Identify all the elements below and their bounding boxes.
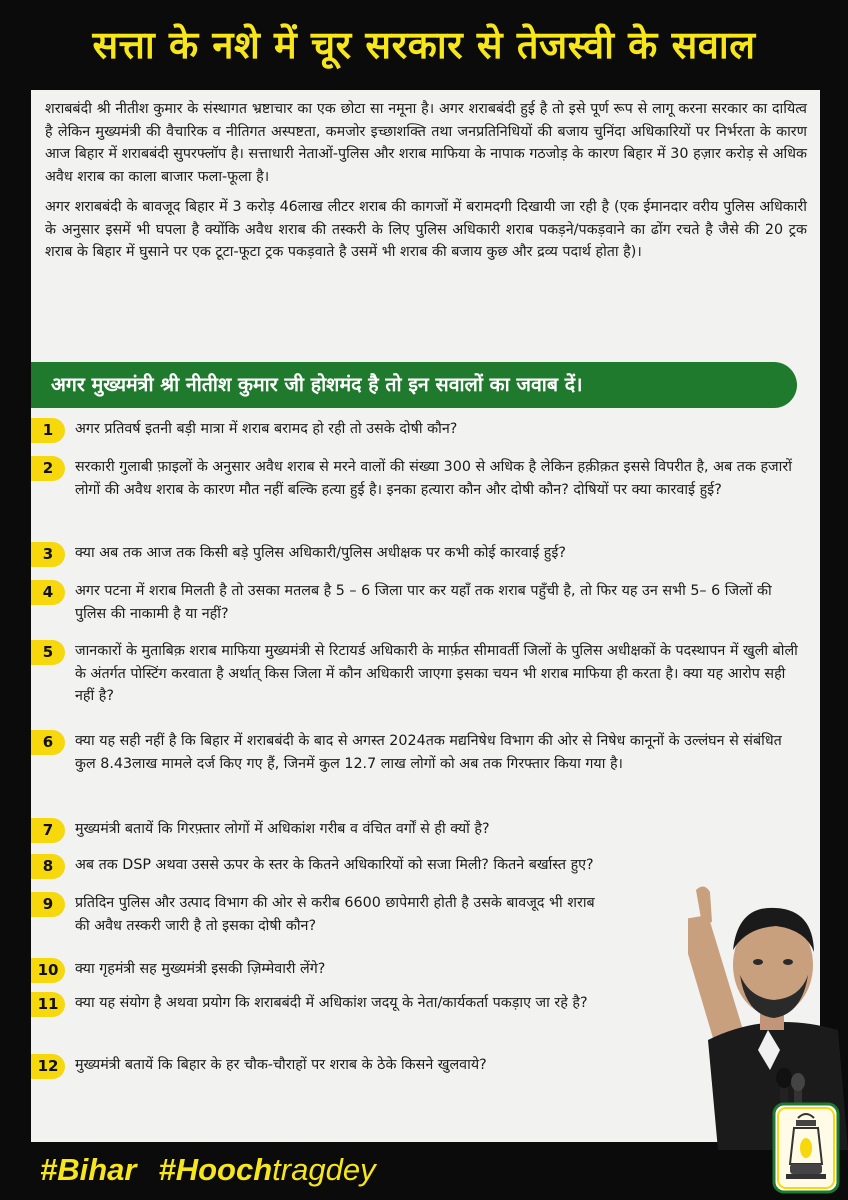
hashtag-tragdey[interactable]: tragdey xyxy=(272,1152,376,1187)
question-text: क्या गृहमंत्री सह मुख्यमंत्री इसकी ज़िम्मेवारी लेंगे? xyxy=(75,961,326,977)
question-number-badge: 11 xyxy=(31,992,65,1017)
hashtag-hooch[interactable]: #Hooch xyxy=(158,1152,273,1187)
party-logo xyxy=(772,1102,840,1194)
question-item xyxy=(31,418,811,444)
question-item xyxy=(31,456,811,526)
intro-paragraph-1: शराबबंदी श्री नीतीश कुमार के संस्थागत भ्रष्टाचार का एक छोटा सा नमूना है। अगर शराबबंदी हुई है तो इसे पूर्ण रूप से लागू करना सरकार का दायित्व है लेकिन मुख्यमंत्री की वैचारिक व नीतिगत अस्पष्टता, कमजोर इच्छाशक्ति तथा जनप्रतिनिधियों की बजाय चुनिंदा अधिकारियों पर निर्भरता के कारण आज बिहार में शराबबंदी सुपरफ्लॉप है। सत्ताधारी नेताओं-पुलिस और शराब माफिया के नापाक गठजोड़ के कारण बिहार में 30 हज़ार करोड़ से अधिक अवैध शराब का काला बाजार फला-फूला है। xyxy=(45,101,807,185)
question-text: मुख्यमंत्री बतायें कि गिरफ़्तार लोगों में अधिकांश गरीब व वंचित वर्गों से ही क्यों है? xyxy=(75,821,490,837)
page-title: सत्ता के नशे में चूर सरकार से तेजस्वी के सवाल xyxy=(92,23,756,67)
question-text: क्या अब तक आज तक किसी बड़े पुलिस अधिकारी/पुलिस अधीक्षक पर कभी कोई कारवाई हुई? xyxy=(75,545,566,561)
question-text: क्या यह सही नहीं है कि बिहार में शराबबंदी के बाद से अगस्त 2024तक मद्यनिषेध विभाग की ओर से निषेध कानूनों के उल्लंघन से संबंधित कुल 8.43लाख मामले दर्ज किए गए हैं, जिनमें कुल 12.7 लाख लोगों को अब तक गिरफ्तार किया गया है। xyxy=(75,733,782,772)
intro-paragraph-2: अगर शराबबंदी के बावजूद बिहार में 3 करोड़ 46लाख लीटर शराब की कागजों में बरामदगी दिखायी जा रही है (एक ईमानदार वरीय पुलिस अधिकारी के अनुसार इसमें भी घपला है क्योंकि अवैध शराब की तस्करी के लिए पुलिस अधिकारी शराब पकड़ने/पकड़वाने का ढोंग रचते है जैसे की 20 ट्रक शराब के बिहार में घुसाने पर एक टूटा-फूटा ट्रक पकड़वाते है उसमें भी शराब की बजाय कुछ और द्रव्य पदार्थ होता है)। xyxy=(45,199,807,260)
question-text: क्या यह संयोग है अथवा प्रयोग कि शराबबंदी में अधिकांश जदयू के नेता/कार्यकर्ता पकड़ाए जा रहे है? xyxy=(75,995,588,1011)
question-text: जानकारों के मुताबिक़ शराब माफिया मुख्यमंत्री से रिटायर्ड अधिकारी के मार्फ़त सीमावर्ती जिलों के पुलिस अधीक्षकों के पदस्थापन में खुली बोली के अंतर्गत पोस्टिंग करवाता है अर्थात् किस जिला में कौन अधिकारी जाएगा इसका चयन भी शराब माफिया ही करता है। क्या यह आरोप सही नहीं है? xyxy=(75,643,798,704)
intro-text xyxy=(45,98,807,272)
question-item xyxy=(31,730,811,800)
question-item xyxy=(31,640,811,710)
banner-text: अगर मुख्यमंत्री श्री नीतीश कुमार जी होशमंद है तो इन सवालों का जवाब दें। xyxy=(51,373,583,396)
question-number-badge: 6 xyxy=(31,730,65,755)
question-number-badge: 4 xyxy=(31,580,65,605)
hashtag-footer xyxy=(40,1150,376,1190)
question-number-badge: 8 xyxy=(31,854,65,879)
lantern-icon xyxy=(772,1102,840,1194)
hashtag-bihar[interactable]: #Bihar xyxy=(40,1152,137,1187)
question-text: अगर पटना में शराब मिलती है तो उसका मतलब है 5 – 6 जिला पार कर यहाँ तक शराब पहुँची है, तो फिर यह उन सभी 5– 6 जिलों की पुलिस की नाकामी है या नहीं? xyxy=(75,583,772,622)
question-text: मुख्यमंत्री बतायें कि बिहार के हर चौक-चौराहों पर शराब के ठेके किसने खुलवाये? xyxy=(75,1057,487,1073)
question-number-badge: 1 xyxy=(31,418,65,443)
question-number-badge: 10 xyxy=(31,958,65,983)
question-number-badge: 3 xyxy=(31,542,65,567)
question-number-badge: 9 xyxy=(31,892,65,917)
question-text: अगर प्रतिवर्ष इतनी बड़ी मात्रा में शराब बरामद हो रही तो उसके दोषी कौन? xyxy=(75,421,458,437)
question-text: अब तक DSP अथवा उससे ऊपर के स्तर के कितने अधिकारियों को सजा मिली? कितने बर्खास्त हुए? xyxy=(75,857,594,873)
question-number-badge: 2 xyxy=(31,456,65,481)
question-item xyxy=(31,580,811,628)
question-number-badge: 7 xyxy=(31,818,65,843)
question-item xyxy=(31,1054,691,1102)
questions-banner xyxy=(31,362,797,408)
question-item xyxy=(31,818,811,844)
question-number-badge: 5 xyxy=(31,640,65,665)
question-item xyxy=(31,542,811,568)
question-number-badge: 12 xyxy=(31,1054,65,1079)
question-text: प्रतिदिन पुलिस और उत्पाद विभाग की ओर से करीब 6600 छापेमारी होती है उसके बावजूद भी शराब की अवैध तस्करी जारी है तो इसका दोषी कौन? xyxy=(75,895,595,934)
question-text: सरकारी गुलाबी फ़ाइलों के अनुसार अवैध शराब से मरने वालों की संख्या 300 से अधिक है लेकिन हक़ीक़त इससे विपरीत है, अब तक हजारों लोगों की अवैध शराब के कारण मौत नहीं बल्कि हत्या हुई है। इनका हत्यारा कौन और दोषी कौन? दोषियों पर क्या कारवाई हुई? xyxy=(75,459,792,498)
question-item xyxy=(31,854,811,880)
